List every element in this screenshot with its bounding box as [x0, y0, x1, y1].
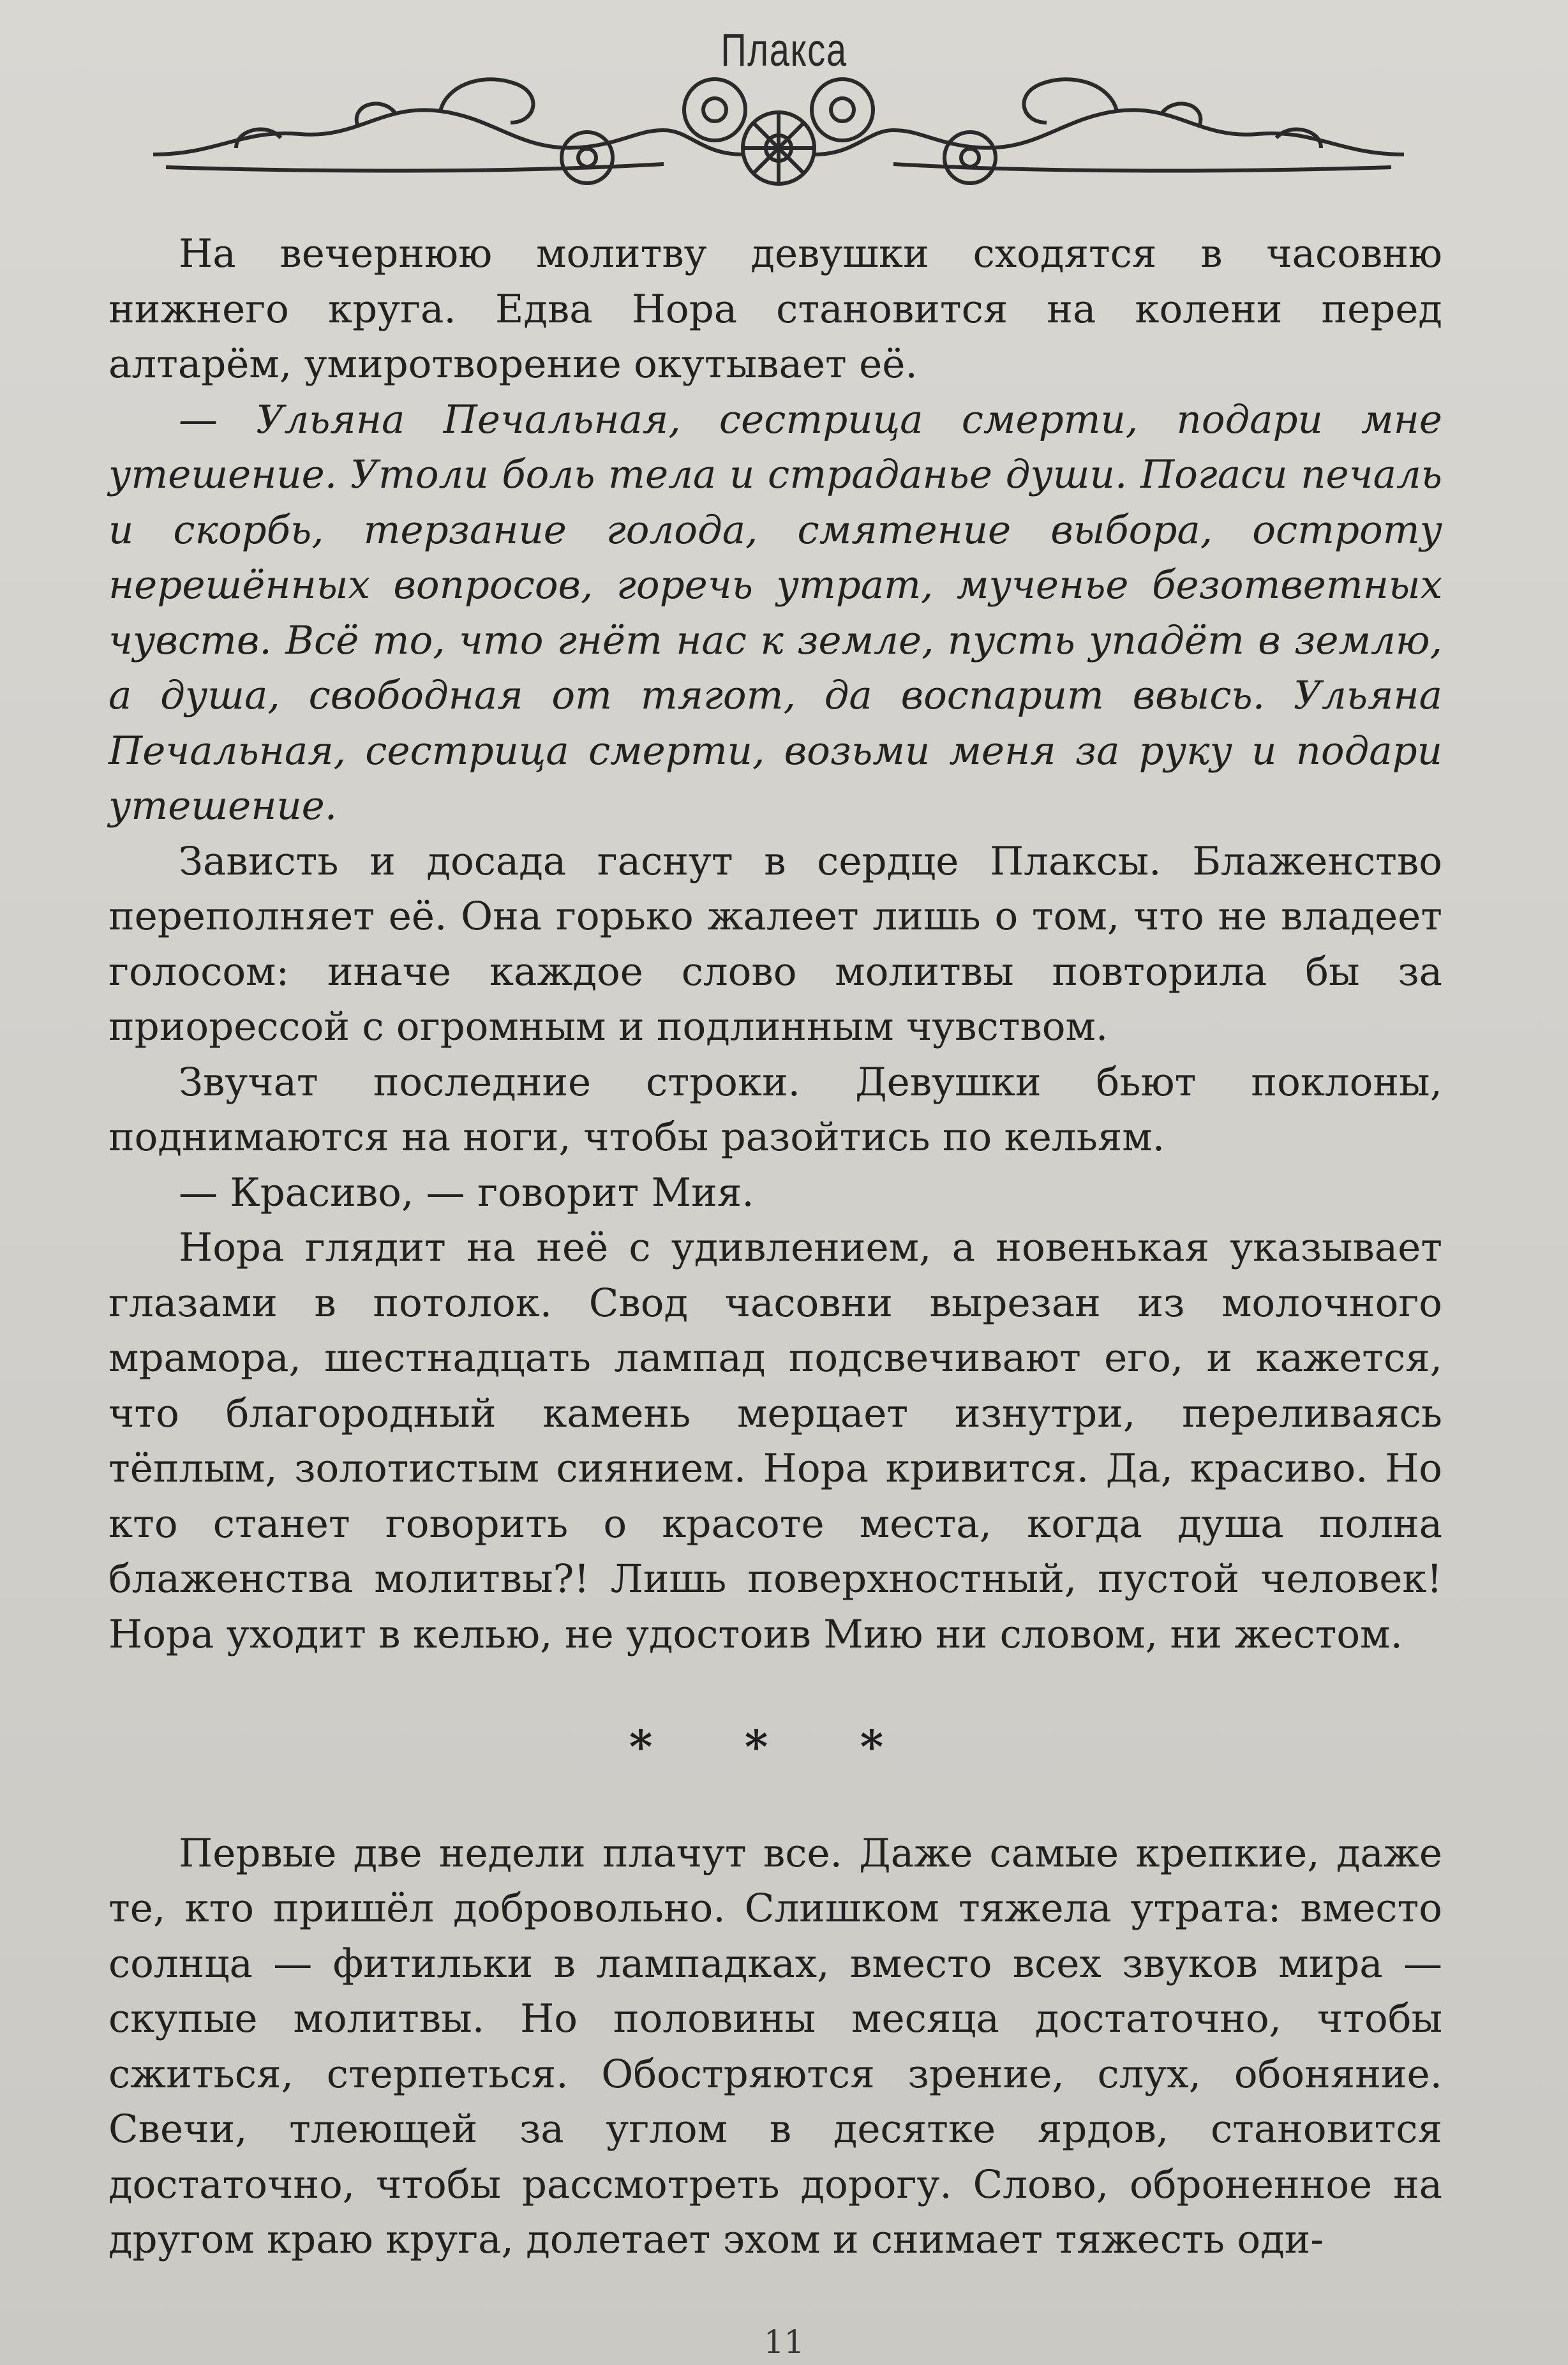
- scene-break: * * *: [629, 1720, 922, 1773]
- dialogue-paragraph: — Красиво, — говорит Мия.: [179, 1169, 754, 1215]
- page-number: 11: [763, 2324, 805, 2361]
- prayer-paragraph: — Ульяна Печальная, сестрица смерти, подари мне утешение. Утоли боль тела и страданье души. Погаси печаль и скорбь, терзание голода, смятение выбора, остроту нерешённых вопросов, горечь утрат, мученье безответных чувств. Всё то, что гнёт нас к земле, пусть упадёт в землю, а душа, свободная от тягот, да воспарит ввысь. Ульяна Печальная, сестрица смерти, возьми меня за руку и подари утешение.: [108, 396, 1442, 829]
- paragraph: На вечернюю молитву девушки сходятся в часовню нижнего круга. Едва Нора становится на колени перед алтарём, умиротворение окутывает её.: [108, 231, 1442, 387]
- body-text: [108, 227, 1442, 2268]
- paragraph: Зависть и досада гаснут в сердце Плаксы. Блаженство переполняет её. Она горько жалеет лишь о том, что не владеет голосом: иначе каждое слово молитвы повторила бы за приорессой с огромным и подлинным чувством.: [108, 838, 1442, 1049]
- running-title: Плакса: [721, 25, 847, 76]
- paragraph: Звучат последние строки. Девушки бьют поклоны, поднимаются на ноги, чтобы разойтись по кельям.: [108, 1059, 1442, 1160]
- flourish-gears-ornament-icon: [140, 59, 1417, 193]
- paragraph: Нора глядит на неё с удивлением, а новенькая указывает глазами в потолок. Свод часовни вырезан из молочного мрамора, шестнадцать лампад подсвечивают его, и кажется, что благородный камень мерцает изнутри, переливаясь тёплым, золотистым сиянием. Нора кривится. Да, красиво. Но кто станет говорить о красоте места, когда душа полна блаженства молитвы?! Лишь поверхностный, пустой человек! Нора уходит в келью, не удостоив Мию ни словом, ни жестом.: [108, 1225, 1442, 1657]
- paragraph: Первые две недели плачут все. Даже самые крепкие, даже те, кто пришёл добровольно. Слишком тяжела утрата: вместо солнца — фитильки в лампадках, вместо всех звуков мира — скупые молитвы. Но половины месяца достаточно, чтобы сжиться, стерпеться. Обостряются зрение, слух, обоняние. Свечи, тлеющей за углом в десятке ярдов, становится достаточно, чтобы рассмотреть дорогу. Слово, оброненное на другом краю круга, долетает эхом и снимает тяжесть оди-: [108, 1830, 1442, 2262]
